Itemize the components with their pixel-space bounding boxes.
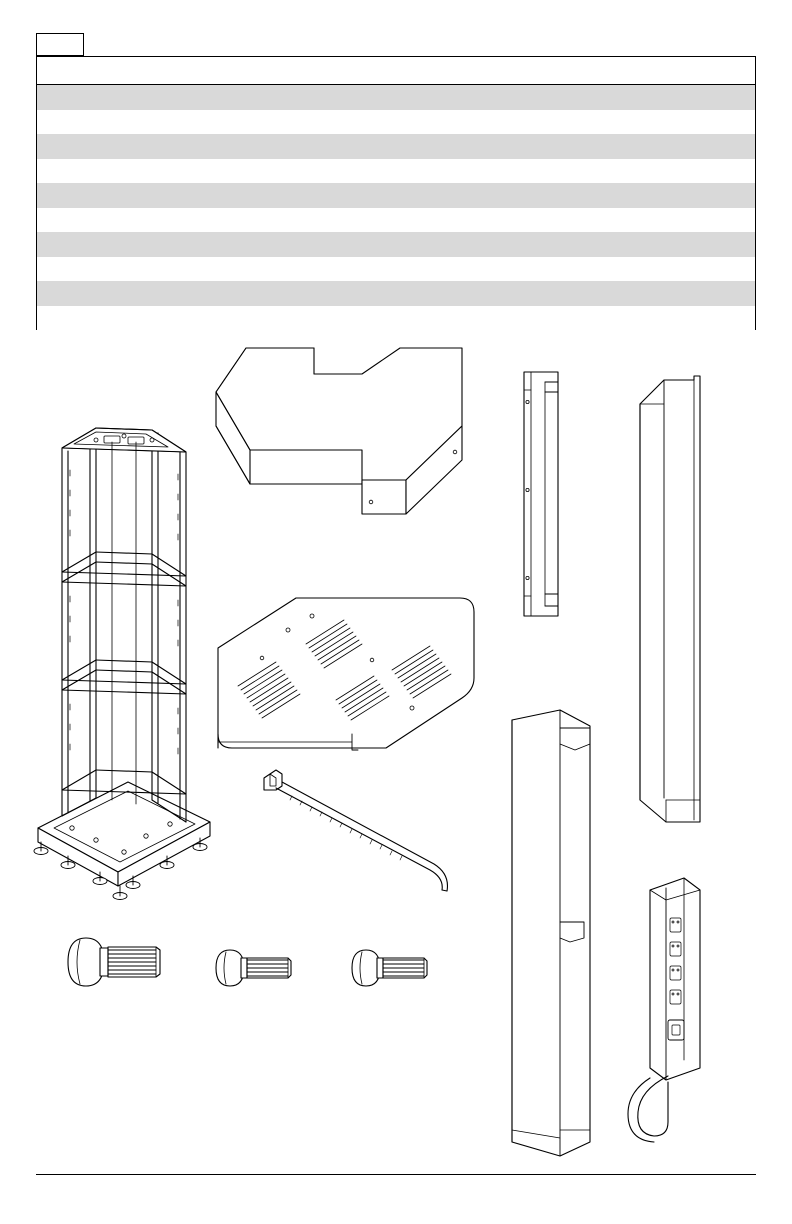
step-number-box [36, 33, 84, 56]
part-side-trim-long [640, 376, 700, 822]
table-row [37, 232, 755, 257]
parts-table [36, 56, 756, 330]
part-screw-medium [216, 950, 291, 986]
table-row [37, 110, 755, 135]
part-screw-large [68, 938, 160, 986]
part-power-strip [628, 878, 700, 1142]
table-row [37, 257, 755, 282]
table-row [37, 306, 755, 331]
table-row [37, 208, 755, 233]
table-row [37, 134, 755, 159]
table-row [37, 85, 755, 110]
footer-divider [36, 1174, 756, 1175]
part-side-panel [512, 710, 590, 1156]
table-row [37, 281, 755, 306]
table-row [37, 159, 755, 184]
part-screw-small [352, 950, 427, 986]
part-mounting-rail [524, 372, 558, 616]
part-cable-tie [264, 770, 447, 891]
table-row [37, 183, 755, 208]
exploded-parts-illustration [0, 330, 792, 1170]
part-fan-tray [218, 598, 474, 750]
part-rack-frame [34, 428, 210, 900]
table-body [37, 85, 755, 330]
part-top-panel [216, 348, 462, 514]
table-header-row [37, 57, 755, 85]
